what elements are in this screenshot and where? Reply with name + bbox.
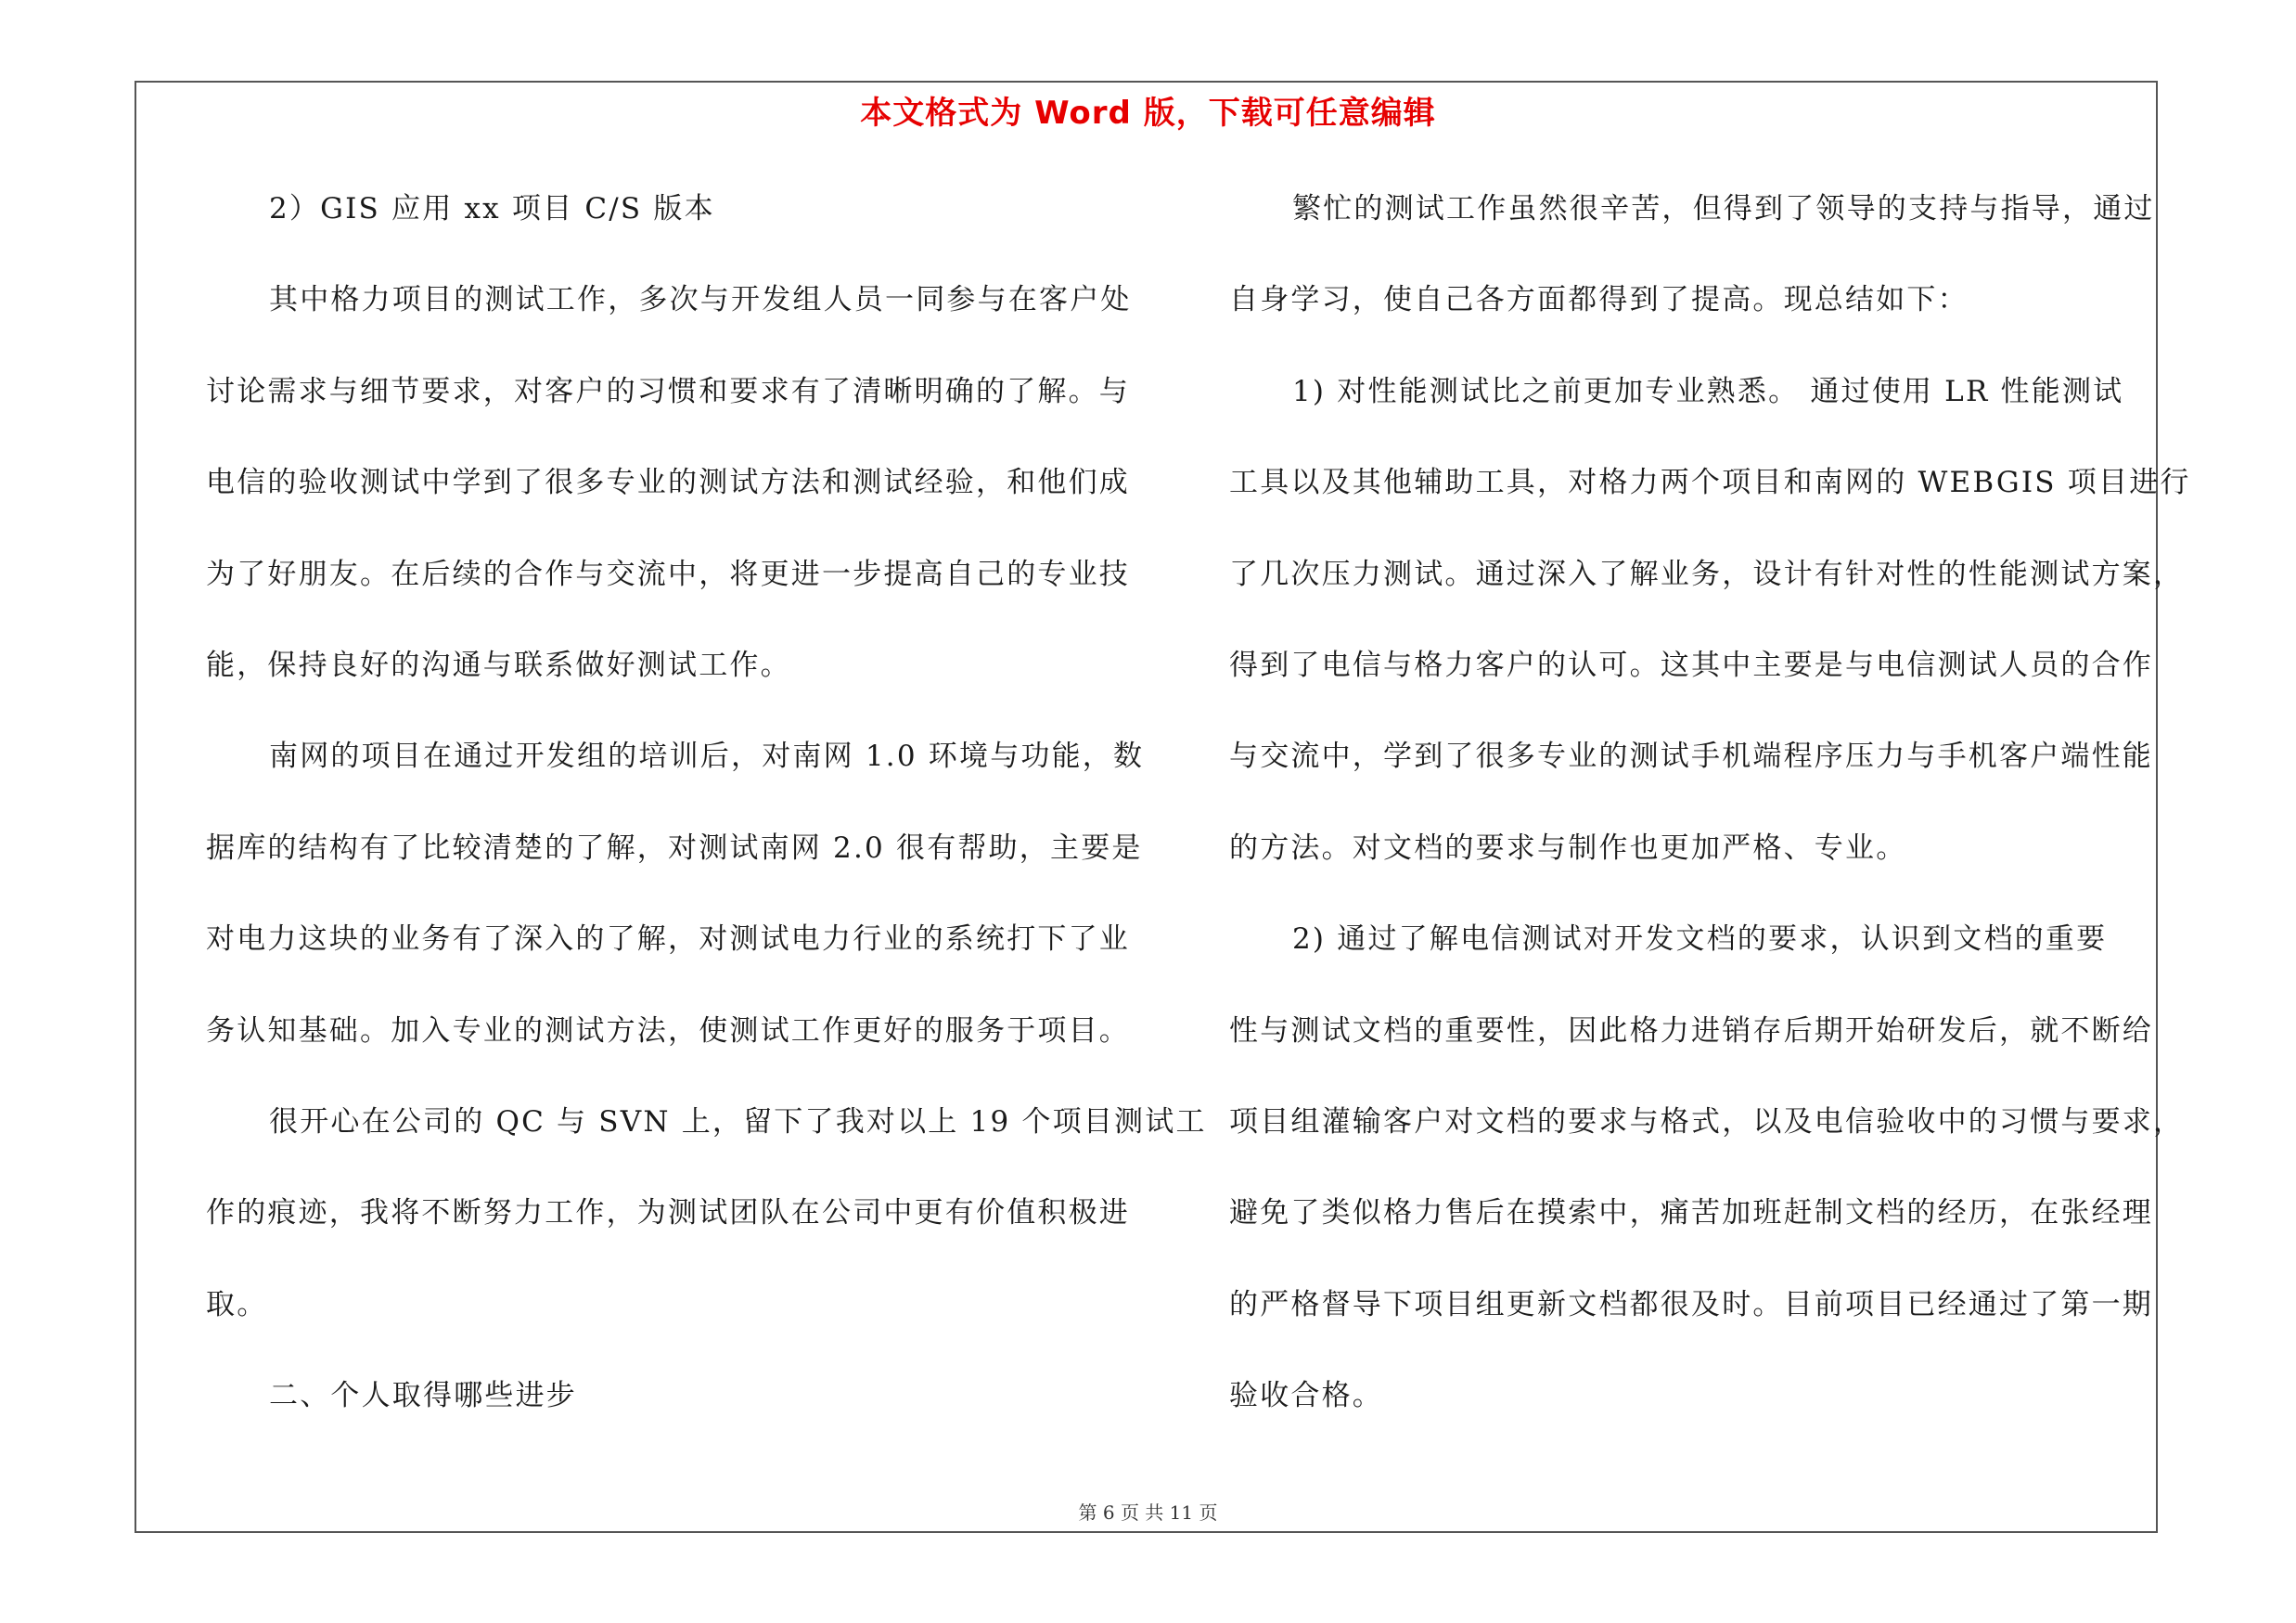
text-line: 电信的验收测试中学到了很多专业的测试方法和测试经验，和他们成 <box>206 466 1130 500</box>
right-text-column <box>1229 181 2191 1459</box>
text-line: 2) 通过了解电信测试对开发文档的要求，认识到文档的重要 <box>1292 922 2108 957</box>
text-line: 取。 <box>206 1287 268 1321</box>
text-line: 对电力这块的业务有了深入的了解，对测试电力行业的系统打下了业 <box>206 922 1130 957</box>
text-line: 验收合格。 <box>1229 1379 1383 1413</box>
text-line: 二、个人取得哪些进步 <box>269 1379 577 1413</box>
text-line: 其中格力项目的测试工作，多次与开发组人员一同参与在客户处 <box>269 283 1132 317</box>
text-line: 能，保持良好的沟通与联系做好测试工作。 <box>206 648 791 682</box>
left-text-column <box>206 181 1207 1459</box>
text-line: 南网的项目在通过开发组的培训后，对南网 1.0 环境与功能，数 <box>269 740 1145 774</box>
text-line: 2）GIS 应用 xx 项目 C/S 版本 <box>269 192 715 225</box>
text-line: 自身学习，使自己各方面都得到了提高。现总结如下： <box>1229 283 1969 317</box>
text-line: 很开心在公司的 QC 与 SVN 上，留下了我对以上 19 个项目测试工 <box>269 1104 1207 1139</box>
text-line: 得到了电信与格力客户的认可。这其中主要是与电信测试人员的合作 <box>1229 648 2153 682</box>
page-number-footer: 第 6 页 共 11 页 <box>1078 1501 1218 1524</box>
text-line: 作的痕迹，我将不断努力工作，为测试团队在公司中更有价值积极进 <box>206 1196 1130 1230</box>
text-line: 讨论需求与细节要求，对客户的习惯和要求有了清晰明确的了解。与 <box>206 374 1130 408</box>
text-line: 项目组灌输客户对文档的要求与格式，以及电信验收中的习惯与要求， <box>1229 1104 2185 1139</box>
text-line: 据库的结构有了比较清楚的了解，对测试南网 2.0 很有帮助，主要是 <box>206 831 1143 865</box>
text-line: 避免了类似格力售后在摸索中，痛苦加班赶制文档的经历，在张经理 <box>1229 1196 2153 1230</box>
text-line: 与交流中，学到了很多专业的测试手机端程序压力与手机客户端性能 <box>1229 740 2153 774</box>
text-line: 的严格督导下项目组更新文档都很及时。目前项目已经通过了第一期 <box>1229 1287 2153 1321</box>
text-line: 1) 对性能测试比之前更加专业熟悉。 通过使用 LR 性能测试 <box>1292 374 2124 408</box>
text-line: 繁忙的测试工作虽然很辛苦，但得到了领导的支持与指导，通过 <box>1292 192 2155 225</box>
text-line: 为了好朋友。在后续的合作与交流中，将更进一步提高自己的专业技 <box>206 557 1130 591</box>
text-line: 务认知基础。加入专业的测试方法，使测试工作更好的服务于项目。 <box>206 1013 1130 1048</box>
word-format-banner: 本文格式为 Word 版，下载可任意编辑 <box>860 95 1436 132</box>
text-line: 的方法。对文档的要求与制作也更加严格、专业。 <box>1229 831 1907 865</box>
text-line: 了几次压力测试。通过深入了解业务，设计有针对性的性能测试方案， <box>1229 557 2185 591</box>
text-line: 性与测试文档的重要性，因此格力进销存后期开始研发后，就不断给 <box>1229 1013 2153 1048</box>
text-line: 工具以及其他辅助工具，对格力两个项目和南网的 WEBGIS 项目进行 <box>1229 466 2191 500</box>
